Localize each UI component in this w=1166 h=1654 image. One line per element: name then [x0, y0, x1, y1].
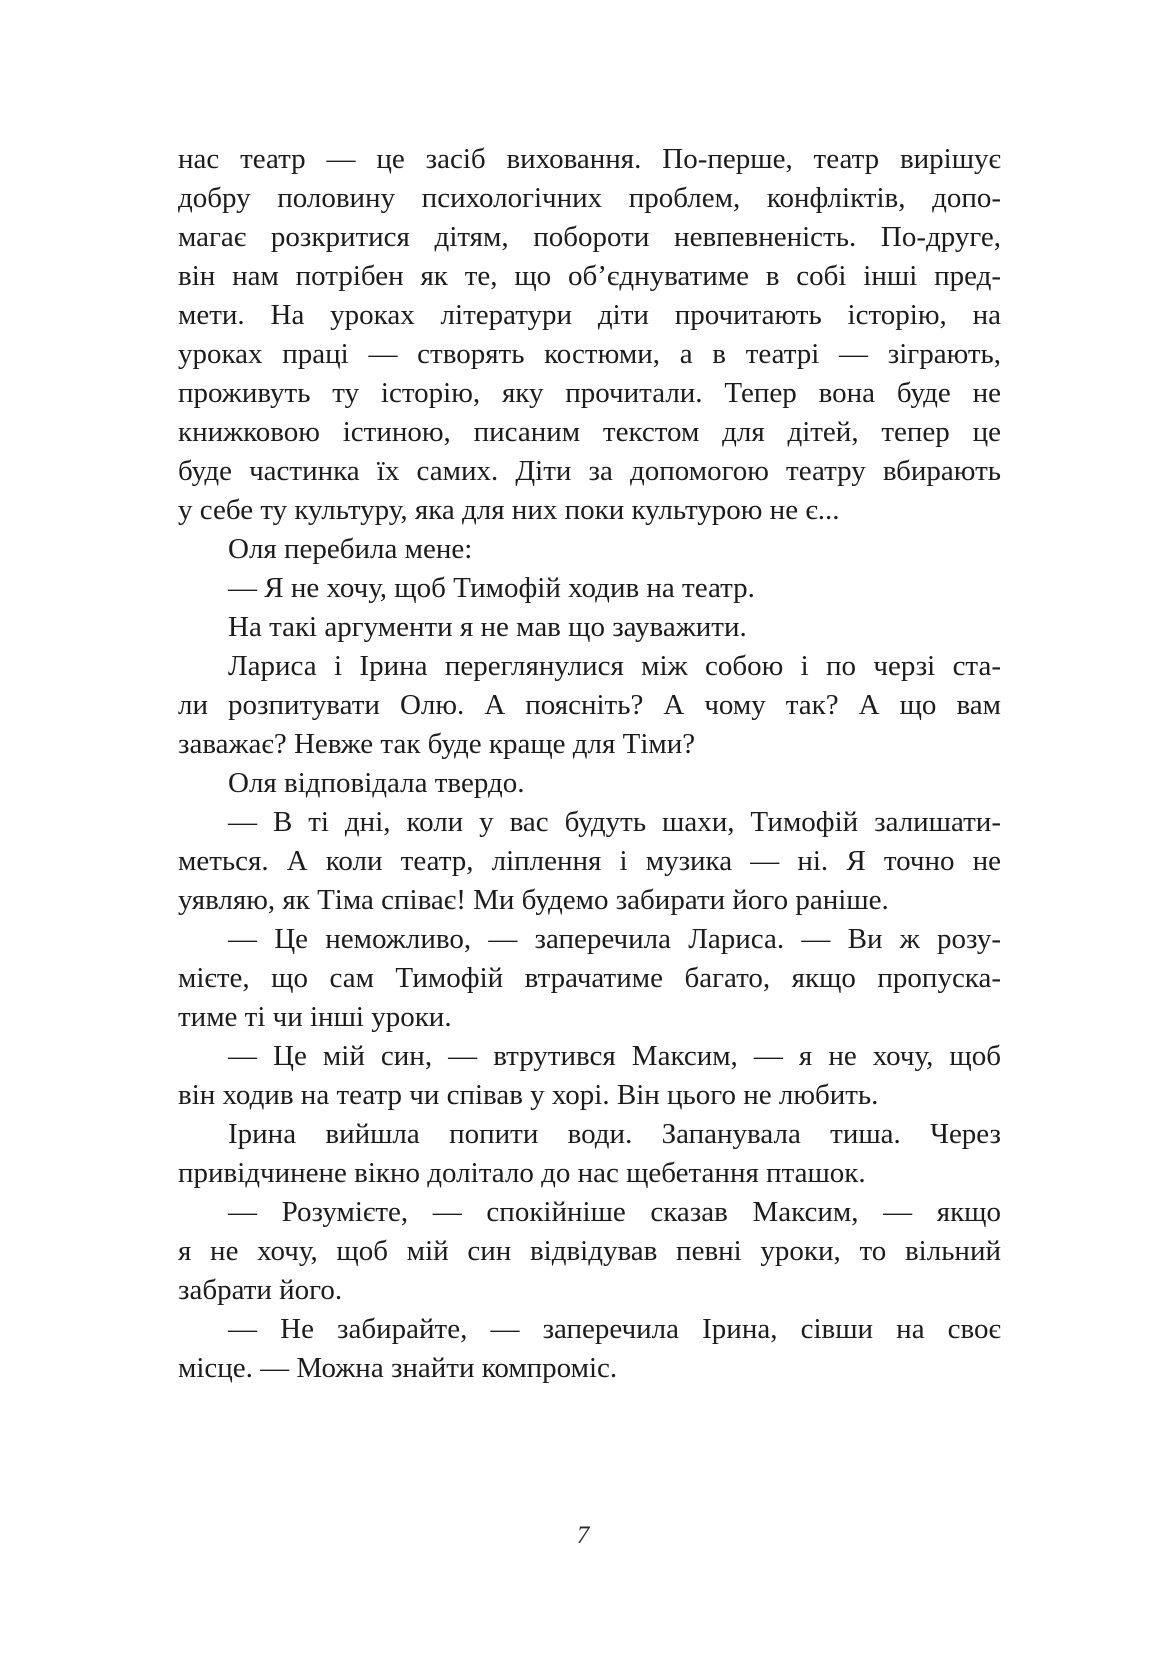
text-line: проживуть ту історію, яку прочитали. Тепер вона буде не: [178, 377, 1001, 409]
text-line: нас театр — це засіб виховання. По-перше, театр вирішує: [178, 143, 1001, 175]
text-line: він ходив на театр чи співав у хорі. Він цього не любить.: [178, 1079, 879, 1111]
text-line: Оля відповідала твердо.: [228, 767, 525, 799]
text-line: у себе ту культуру, яка для них поки культурою не є...: [178, 494, 840, 526]
text-line: привідчинене вікно долітало до нас щебетання пташок.: [178, 1157, 866, 1189]
text-line: магає розкритися дітям, побороти невпевненість. По-друге,: [178, 221, 1001, 253]
text-line: Лариса і Ірина переглянулися між собою і по черзі ста-: [228, 650, 1001, 682]
text-line: я не хочу, щоб мій син відвідував певні уроки, то вільний: [178, 1235, 1001, 1267]
text-line: місце. — Можна знайти компроміс.: [178, 1352, 618, 1384]
text-line: — Не забирайте, — заперечила Ірина, сівши на своє: [228, 1313, 1001, 1345]
text-line: тиме ті чи інші уроки.: [178, 1001, 452, 1033]
text-line: — В ті дні, коли у вас будуть шахи, Тимофій залишати-: [228, 806, 1001, 838]
text-line: книжковою істиною, писаним текстом для дітей, тепер це: [178, 416, 1001, 448]
text-line: — Я не хочу, щоб Тимофій ходив на театр.: [228, 572, 755, 604]
text-line: — Це мій син, — втрутився Максим, — я не хочу, щоб: [228, 1040, 1001, 1072]
text-line: ли розпитувати Олю. А поясніть? А чому так? А що вам: [178, 689, 1001, 721]
page-number: 7: [576, 1522, 590, 1549]
text-line: — Розумієте, — спокійніше сказав Максим, — якщо: [228, 1196, 1001, 1228]
text-line: уявляю, як Тіма співає! Ми будемо забирати його раніше.: [178, 884, 889, 916]
text-line: він нам потрібен як те, що об’єднуватиме в собі інші пред-: [178, 260, 1001, 292]
text-line: На такі аргументи я не мав що зауважити.: [228, 611, 747, 643]
text-line: добру половину психологічних проблем, конфліктів, допо-: [178, 182, 1001, 214]
text-line: меться. А коли театр, ліплення і музика — ні. Я точно не: [178, 845, 1001, 877]
text-line: заважає? Невже так буде краще для Тіми?: [178, 728, 696, 760]
text-line: уроках праці — створять костюми, а в театрі — зіграють,: [178, 338, 1001, 370]
text-line: — Це неможливо, — заперечила Лариса. — Ви ж розу-: [228, 923, 1001, 955]
text-line: Оля перебила мене:: [228, 533, 473, 565]
text-line: мети. На уроках літератури діти прочитають історію, на: [178, 299, 1001, 331]
text-line: мієте, що сам Тимофій втрачатиме багато, якщо пропуска-: [178, 962, 1001, 994]
text-line: буде частинка їх самих. Діти за допомогою театру вбирають: [178, 455, 1001, 487]
text-line: забрати його.: [178, 1274, 343, 1306]
text-line: Ірина вийшла попити води. Запанувала тиша. Через: [228, 1118, 1001, 1150]
